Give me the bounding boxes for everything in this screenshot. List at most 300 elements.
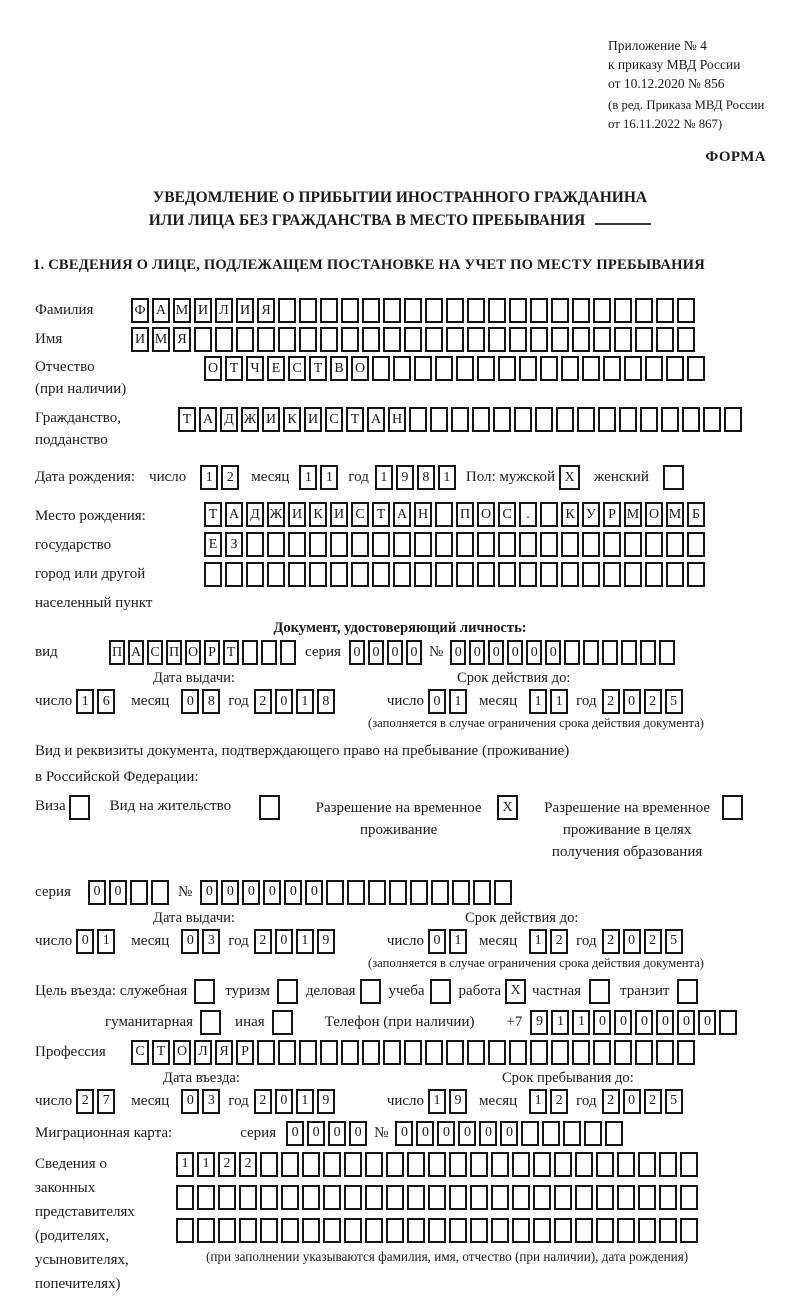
char-cell[interactable]: Ф xyxy=(131,298,149,323)
purpose-transit-checkbox[interactable] xyxy=(677,979,698,1004)
char-cell[interactable] xyxy=(347,880,365,905)
char-cell[interactable]: П xyxy=(456,502,474,527)
char-cell[interactable]: 0 xyxy=(275,929,293,954)
char-cell[interactable]: 0 xyxy=(545,640,561,665)
char-cell[interactable]: 0 xyxy=(109,880,127,905)
char-cell[interactable] xyxy=(614,1040,632,1065)
char-cell[interactable]: 1 xyxy=(428,1089,446,1114)
char-cell[interactable]: О xyxy=(185,640,201,665)
char-cell[interactable]: Т xyxy=(152,1040,170,1065)
char-cell[interactable] xyxy=(598,407,616,432)
gender-female-checkbox[interactable] xyxy=(663,465,684,490)
char-cell[interactable] xyxy=(309,532,327,557)
char-cell[interactable] xyxy=(645,356,663,381)
char-cell[interactable] xyxy=(215,327,233,352)
char-cell[interactable] xyxy=(617,1185,635,1210)
char-cell[interactable]: 1 xyxy=(529,929,547,954)
char-cell[interactable] xyxy=(368,880,386,905)
char-cell[interactable]: 0 xyxy=(614,1010,632,1035)
char-cell[interactable]: А xyxy=(152,298,170,323)
char-cell[interactable]: П xyxy=(109,640,125,665)
char-cell[interactable]: 0 xyxy=(307,1121,325,1146)
char-cell[interactable]: 2 xyxy=(602,689,620,714)
char-cell[interactable]: И xyxy=(262,407,280,432)
char-cell[interactable]: 0 xyxy=(88,880,106,905)
char-cell[interactable] xyxy=(640,640,656,665)
char-cell[interactable] xyxy=(572,327,590,352)
char-cell[interactable] xyxy=(257,327,275,352)
char-cell[interactable] xyxy=(383,1040,401,1065)
char-cell[interactable] xyxy=(519,532,537,557)
char-cell[interactable] xyxy=(687,532,705,557)
char-cell[interactable] xyxy=(467,1040,485,1065)
char-cell[interactable] xyxy=(456,562,474,587)
char-cell[interactable] xyxy=(677,327,695,352)
char-cell[interactable] xyxy=(666,532,684,557)
char-cell[interactable] xyxy=(645,532,663,557)
char-cell[interactable]: 2 xyxy=(644,689,662,714)
char-cell[interactable]: 9 xyxy=(317,1089,335,1114)
char-cell[interactable] xyxy=(410,880,428,905)
char-cell[interactable] xyxy=(320,1040,338,1065)
char-cell[interactable]: 0 xyxy=(286,1121,304,1146)
char-cell[interactable]: Д xyxy=(220,407,238,432)
char-cell[interactable] xyxy=(661,407,679,432)
char-cell[interactable] xyxy=(540,502,558,527)
char-cell[interactable] xyxy=(563,1121,581,1146)
char-cell[interactable] xyxy=(603,532,621,557)
char-cell[interactable]: В xyxy=(330,356,348,381)
char-cell[interactable]: 6 xyxy=(97,689,115,714)
char-cell[interactable] xyxy=(540,562,558,587)
char-cell[interactable]: А xyxy=(225,502,243,527)
char-cell[interactable] xyxy=(446,327,464,352)
char-cell[interactable] xyxy=(603,562,621,587)
char-cell[interactable]: 1 xyxy=(296,689,314,714)
char-cell[interactable] xyxy=(603,356,621,381)
visa-checkbox[interactable] xyxy=(69,795,90,820)
char-cell[interactable]: 0 xyxy=(479,1121,497,1146)
char-cell[interactable] xyxy=(498,356,516,381)
char-cell[interactable] xyxy=(473,880,491,905)
char-cell[interactable]: 2 xyxy=(602,1089,620,1114)
char-cell[interactable] xyxy=(491,1152,509,1177)
char-cell[interactable] xyxy=(341,327,359,352)
char-cell[interactable] xyxy=(393,562,411,587)
char-cell[interactable] xyxy=(281,1218,299,1243)
char-cell[interactable] xyxy=(530,327,548,352)
char-cell[interactable] xyxy=(372,356,390,381)
char-cell[interactable]: 9 xyxy=(530,1010,548,1035)
char-cell[interactable]: 0 xyxy=(450,640,466,665)
char-cell[interactable] xyxy=(435,356,453,381)
char-cell[interactable]: А xyxy=(199,407,217,432)
char-cell[interactable] xyxy=(278,1040,296,1065)
char-cell[interactable] xyxy=(320,327,338,352)
char-cell[interactable] xyxy=(498,532,516,557)
char-cell[interactable] xyxy=(703,407,721,432)
char-cell[interactable] xyxy=(556,407,574,432)
char-cell[interactable] xyxy=(389,880,407,905)
char-cell[interactable]: Ж xyxy=(241,407,259,432)
char-cell[interactable]: 0 xyxy=(677,1010,695,1035)
char-cell[interactable]: Я xyxy=(257,298,275,323)
char-cell[interactable]: С xyxy=(325,407,343,432)
char-cell[interactable]: Р xyxy=(204,640,220,665)
char-cell[interactable] xyxy=(530,298,548,323)
char-cell[interactable] xyxy=(635,327,653,352)
char-cell[interactable]: 0 xyxy=(488,640,504,665)
char-cell[interactable]: 0 xyxy=(368,640,384,665)
char-cell[interactable]: 2 xyxy=(76,1089,94,1114)
char-cell[interactable] xyxy=(677,1040,695,1065)
char-cell[interactable]: 1 xyxy=(572,1010,590,1035)
char-cell[interactable]: 0 xyxy=(181,689,199,714)
char-cell[interactable]: 0 xyxy=(221,880,239,905)
char-cell[interactable] xyxy=(404,327,422,352)
char-cell[interactable] xyxy=(575,1185,593,1210)
char-cell[interactable] xyxy=(435,562,453,587)
char-cell[interactable]: А xyxy=(367,407,385,432)
char-cell[interactable]: 0 xyxy=(349,1121,367,1146)
char-cell[interactable]: 0 xyxy=(428,929,446,954)
char-cell[interactable] xyxy=(299,298,317,323)
char-cell[interactable]: М xyxy=(152,327,170,352)
char-cell[interactable] xyxy=(225,562,243,587)
char-cell[interactable] xyxy=(351,532,369,557)
char-cell[interactable]: 0 xyxy=(593,1010,611,1035)
char-cell[interactable]: 1 xyxy=(449,929,467,954)
char-cell[interactable] xyxy=(428,1185,446,1210)
char-cell[interactable] xyxy=(509,327,527,352)
char-cell[interactable] xyxy=(687,356,705,381)
char-cell[interactable] xyxy=(530,1040,548,1065)
char-cell[interactable] xyxy=(451,407,469,432)
char-cell[interactable] xyxy=(638,1185,656,1210)
char-cell[interactable] xyxy=(260,1185,278,1210)
char-cell[interactable]: 1 xyxy=(375,465,393,490)
char-cell[interactable]: С xyxy=(351,502,369,527)
purpose-other-checkbox[interactable] xyxy=(272,1010,293,1035)
char-cell[interactable] xyxy=(281,1152,299,1177)
char-cell[interactable] xyxy=(341,1040,359,1065)
char-cell[interactable]: 0 xyxy=(635,1010,653,1035)
char-cell[interactable] xyxy=(493,407,511,432)
char-cell[interactable]: 8 xyxy=(317,689,335,714)
char-cell[interactable] xyxy=(386,1185,404,1210)
purpose-work-checkbox[interactable]: X xyxy=(505,979,526,1004)
char-cell[interactable] xyxy=(584,1121,602,1146)
char-cell[interactable]: Б xyxy=(687,502,705,527)
char-cell[interactable]: Ч xyxy=(246,356,264,381)
char-cell[interactable] xyxy=(267,532,285,557)
char-cell[interactable] xyxy=(477,356,495,381)
char-cell[interactable] xyxy=(386,1218,404,1243)
char-cell[interactable]: 1 xyxy=(320,465,338,490)
char-cell[interactable] xyxy=(362,327,380,352)
char-cell[interactable] xyxy=(449,1218,467,1243)
char-cell[interactable] xyxy=(278,298,296,323)
char-cell[interactable]: И xyxy=(194,298,212,323)
char-cell[interactable] xyxy=(619,407,637,432)
char-cell[interactable] xyxy=(218,1185,236,1210)
char-cell[interactable]: 0 xyxy=(526,640,542,665)
char-cell[interactable] xyxy=(512,1185,530,1210)
char-cell[interactable]: 3 xyxy=(202,929,220,954)
char-cell[interactable] xyxy=(326,880,344,905)
char-cell[interactable]: 0 xyxy=(181,1089,199,1114)
char-cell[interactable] xyxy=(365,1152,383,1177)
char-cell[interactable] xyxy=(470,1218,488,1243)
char-cell[interactable] xyxy=(383,327,401,352)
char-cell[interactable] xyxy=(519,562,537,587)
char-cell[interactable] xyxy=(645,562,663,587)
char-cell[interactable] xyxy=(449,1185,467,1210)
char-cell[interactable]: 0 xyxy=(305,880,323,905)
char-cell[interactable] xyxy=(341,298,359,323)
char-cell[interactable]: 0 xyxy=(623,689,641,714)
char-cell[interactable] xyxy=(680,1185,698,1210)
char-cell[interactable] xyxy=(344,1185,362,1210)
char-cell[interactable] xyxy=(596,1152,614,1177)
char-cell[interactable] xyxy=(407,1218,425,1243)
char-cell[interactable]: 1 xyxy=(449,689,467,714)
char-cell[interactable]: У xyxy=(582,502,600,527)
char-cell[interactable] xyxy=(428,1152,446,1177)
char-cell[interactable] xyxy=(470,1152,488,1177)
char-cell[interactable]: 3 xyxy=(202,1089,220,1114)
char-cell[interactable] xyxy=(554,1152,572,1177)
char-cell[interactable]: 1 xyxy=(299,465,317,490)
char-cell[interactable] xyxy=(540,532,558,557)
char-cell[interactable]: И xyxy=(330,502,348,527)
purpose-tourism-checkbox[interactable] xyxy=(277,979,298,1004)
char-cell[interactable] xyxy=(351,562,369,587)
char-cell[interactable]: Т xyxy=(346,407,364,432)
char-cell[interactable]: 1 xyxy=(529,1089,547,1114)
char-cell[interactable] xyxy=(278,327,296,352)
char-cell[interactable]: И xyxy=(288,502,306,527)
char-cell[interactable]: 2 xyxy=(254,929,272,954)
char-cell[interactable]: О xyxy=(477,502,495,527)
char-cell[interactable] xyxy=(281,1185,299,1210)
char-cell[interactable] xyxy=(299,327,317,352)
char-cell[interactable]: 2 xyxy=(239,1152,257,1177)
gender-male-checkbox[interactable]: X xyxy=(559,465,580,490)
char-cell[interactable]: 8 xyxy=(202,689,220,714)
char-cell[interactable] xyxy=(551,298,569,323)
char-cell[interactable] xyxy=(561,356,579,381)
char-cell[interactable] xyxy=(659,1218,677,1243)
char-cell[interactable] xyxy=(542,1121,560,1146)
char-cell[interactable] xyxy=(577,407,595,432)
char-cell[interactable]: 0 xyxy=(428,689,446,714)
char-cell[interactable]: 8 xyxy=(417,465,435,490)
char-cell[interactable] xyxy=(582,356,600,381)
char-cell[interactable] xyxy=(512,1152,530,1177)
char-cell[interactable]: П xyxy=(166,640,182,665)
char-cell[interactable] xyxy=(372,532,390,557)
char-cell[interactable]: Л xyxy=(215,298,233,323)
char-cell[interactable]: О xyxy=(173,1040,191,1065)
char-cell[interactable] xyxy=(540,356,558,381)
char-cell[interactable]: 1 xyxy=(529,689,547,714)
char-cell[interactable]: Т xyxy=(225,356,243,381)
char-cell[interactable] xyxy=(724,407,742,432)
char-cell[interactable] xyxy=(596,1185,614,1210)
char-cell[interactable]: 2 xyxy=(221,465,239,490)
char-cell[interactable] xyxy=(572,298,590,323)
char-cell[interactable] xyxy=(491,1218,509,1243)
char-cell[interactable] xyxy=(407,1152,425,1177)
purpose-business-checkbox[interactable] xyxy=(360,979,381,1004)
char-cell[interactable] xyxy=(687,562,705,587)
char-cell[interactable]: 9 xyxy=(449,1089,467,1114)
char-cell[interactable]: А xyxy=(128,640,144,665)
char-cell[interactable] xyxy=(323,1185,341,1210)
char-cell[interactable] xyxy=(344,1152,362,1177)
char-cell[interactable]: 2 xyxy=(644,929,662,954)
char-cell[interactable]: 1 xyxy=(197,1152,215,1177)
char-cell[interactable] xyxy=(449,1152,467,1177)
char-cell[interactable]: Р xyxy=(236,1040,254,1065)
char-cell[interactable] xyxy=(624,562,642,587)
char-cell[interactable] xyxy=(320,298,338,323)
char-cell[interactable] xyxy=(593,327,611,352)
char-cell[interactable] xyxy=(624,356,642,381)
char-cell[interactable] xyxy=(624,532,642,557)
char-cell[interactable] xyxy=(575,1218,593,1243)
char-cell[interactable] xyxy=(477,532,495,557)
residence-permit-checkbox[interactable] xyxy=(259,795,280,820)
char-cell[interactable] xyxy=(365,1218,383,1243)
char-cell[interactable] xyxy=(680,1218,698,1243)
char-cell[interactable]: 1 xyxy=(550,689,568,714)
char-cell[interactable] xyxy=(666,356,684,381)
char-cell[interactable]: С xyxy=(498,502,516,527)
char-cell[interactable]: 2 xyxy=(644,1089,662,1114)
char-cell[interactable]: 5 xyxy=(665,689,683,714)
char-cell[interactable] xyxy=(635,298,653,323)
char-cell[interactable] xyxy=(533,1152,551,1177)
char-cell[interactable] xyxy=(572,1040,590,1065)
char-cell[interactable]: 2 xyxy=(602,929,620,954)
char-cell[interactable] xyxy=(176,1218,194,1243)
char-cell[interactable] xyxy=(582,532,600,557)
char-cell[interactable]: Р xyxy=(603,502,621,527)
temp-residence-checkbox[interactable]: X xyxy=(497,795,518,820)
char-cell[interactable] xyxy=(656,1040,674,1065)
char-cell[interactable]: 2 xyxy=(218,1152,236,1177)
char-cell[interactable] xyxy=(362,298,380,323)
char-cell[interactable] xyxy=(299,1040,317,1065)
char-cell[interactable]: И xyxy=(131,327,149,352)
char-cell[interactable] xyxy=(491,1185,509,1210)
char-cell[interactable] xyxy=(260,1152,278,1177)
char-cell[interactable]: 0 xyxy=(500,1121,518,1146)
char-cell[interactable] xyxy=(323,1218,341,1243)
char-cell[interactable] xyxy=(204,562,222,587)
char-cell[interactable] xyxy=(467,327,485,352)
char-cell[interactable] xyxy=(452,880,470,905)
char-cell[interactable] xyxy=(425,1040,443,1065)
char-cell[interactable] xyxy=(575,1152,593,1177)
char-cell[interactable] xyxy=(218,1218,236,1243)
char-cell[interactable]: С xyxy=(288,356,306,381)
char-cell[interactable] xyxy=(409,407,427,432)
char-cell[interactable] xyxy=(407,1185,425,1210)
char-cell[interactable]: Н xyxy=(414,502,432,527)
char-cell[interactable] xyxy=(498,562,516,587)
char-cell[interactable]: 1 xyxy=(200,465,218,490)
char-cell[interactable] xyxy=(260,1218,278,1243)
char-cell[interactable]: 0 xyxy=(242,880,260,905)
char-cell[interactable] xyxy=(456,532,474,557)
char-cell[interactable]: Т xyxy=(309,356,327,381)
char-cell[interactable] xyxy=(309,562,327,587)
char-cell[interactable]: 2 xyxy=(254,1089,272,1114)
char-cell[interactable] xyxy=(621,640,637,665)
char-cell[interactable] xyxy=(477,562,495,587)
char-cell[interactable] xyxy=(431,880,449,905)
char-cell[interactable]: М xyxy=(624,502,642,527)
char-cell[interactable] xyxy=(372,562,390,587)
char-cell[interactable]: 1 xyxy=(76,689,94,714)
char-cell[interactable] xyxy=(593,298,611,323)
char-cell[interactable]: 0 xyxy=(275,1089,293,1114)
char-cell[interactable] xyxy=(593,1040,611,1065)
char-cell[interactable]: Я xyxy=(173,327,191,352)
char-cell[interactable]: . xyxy=(519,502,537,527)
char-cell[interactable]: Д xyxy=(246,502,264,527)
char-cell[interactable]: 0 xyxy=(437,1121,455,1146)
char-cell[interactable]: 2 xyxy=(550,1089,568,1114)
char-cell[interactable] xyxy=(130,880,148,905)
char-cell[interactable]: Т xyxy=(178,407,196,432)
char-cell[interactable]: 0 xyxy=(656,1010,674,1035)
char-cell[interactable]: Л xyxy=(194,1040,212,1065)
char-cell[interactable] xyxy=(682,407,700,432)
char-cell[interactable]: О xyxy=(351,356,369,381)
char-cell[interactable]: 0 xyxy=(416,1121,434,1146)
purpose-official-checkbox[interactable] xyxy=(194,979,215,1004)
char-cell[interactable] xyxy=(617,1152,635,1177)
char-cell[interactable] xyxy=(414,562,432,587)
char-cell[interactable]: Ж xyxy=(267,502,285,527)
char-cell[interactable] xyxy=(197,1218,215,1243)
char-cell[interactable] xyxy=(512,1218,530,1243)
char-cell[interactable] xyxy=(362,1040,380,1065)
char-cell[interactable] xyxy=(514,407,532,432)
char-cell[interactable] xyxy=(605,1121,623,1146)
char-cell[interactable]: 0 xyxy=(387,640,403,665)
char-cell[interactable] xyxy=(467,298,485,323)
char-cell[interactable] xyxy=(365,1185,383,1210)
char-cell[interactable] xyxy=(344,1218,362,1243)
char-cell[interactable] xyxy=(239,1218,257,1243)
char-cell[interactable]: 0 xyxy=(284,880,302,905)
char-cell[interactable]: Е xyxy=(267,356,285,381)
char-cell[interactable] xyxy=(656,327,674,352)
char-cell[interactable]: К xyxy=(283,407,301,432)
char-cell[interactable] xyxy=(602,640,618,665)
char-cell[interactable] xyxy=(302,1185,320,1210)
char-cell[interactable] xyxy=(414,532,432,557)
char-cell[interactable] xyxy=(435,532,453,557)
char-cell[interactable] xyxy=(488,298,506,323)
char-cell[interactable]: 7 xyxy=(97,1089,115,1114)
char-cell[interactable]: Н xyxy=(388,407,406,432)
